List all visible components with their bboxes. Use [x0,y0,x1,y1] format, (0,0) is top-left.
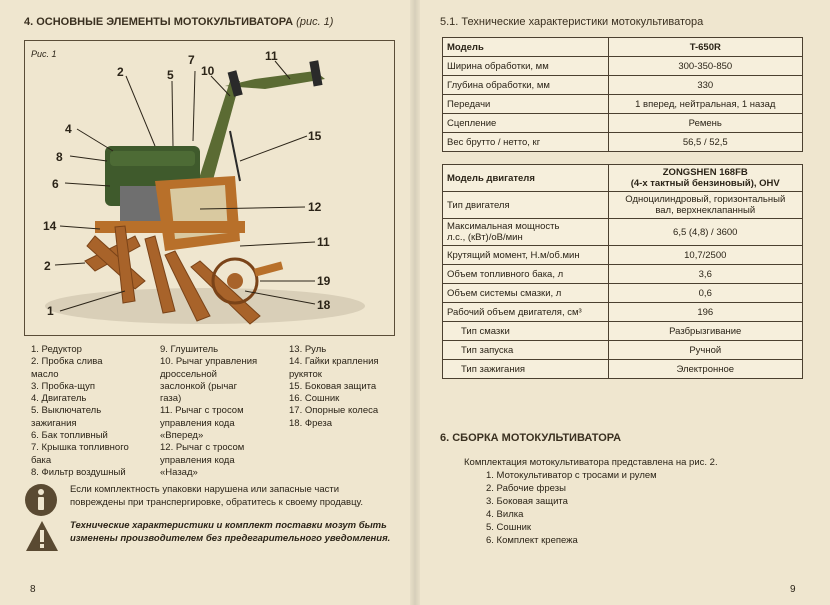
assembly-list [486,469,657,547]
figure-1 [24,40,395,336]
legend-item: 6. Бак топливный [31,430,108,442]
list-item: 6. Комплект крепежа [486,535,578,546]
callout-15: 15 [308,129,322,143]
legend-item: 5. Выключатель зажигания [31,405,102,429]
spec-value: 10,7/2500 [608,246,802,265]
spec-value: 1 вперед, нейтральная, 1 назад [608,95,802,114]
warning-notice-text: Технические характеристики и комплект поставки мозут быть изменены производителем без предегарительного уведомления. [70,520,391,544]
spec-label: Тип запуска [443,341,609,360]
figure-caption: Рис. 1 [31,49,57,59]
spec-label: Рабочий объем двигателя, см³ [443,303,609,322]
spec-table-cultivator [442,37,803,152]
legend-item: 8. Фильтр воздушный [31,466,126,478]
spec-value: ZONGSHEN 168FB (4-х тактный бензиновый), OHV [608,165,802,192]
spec-label: Сцепление [443,114,609,133]
table-row [443,322,803,341]
spec-value: T-650R [608,38,802,57]
warning-notice [24,519,396,561]
table-row [443,133,803,152]
callout-12: 12 [308,200,322,214]
spec-label: Тип смазки [443,322,609,341]
legend-item: 15. Боковая защита [289,380,377,392]
spec-label: Вес брутто / нетто, кг [443,133,609,152]
legend-item: 14. Гайки крапления рукяток [289,356,379,380]
callout-10: 10 [201,64,215,78]
section-title-elements: 4. ОСНОВНЫЕ ЭЛЕМЕНТЫ МОТОКУЛЬТИВАТОРА (рис. 1) [24,16,334,28]
legend-column-3 [289,344,399,430]
table-row [443,95,803,114]
callout-1: 1 [47,304,54,318]
spec-table-engine [442,164,803,379]
spec-label: Модель двигателя [443,165,609,192]
table-row [443,114,803,133]
legend-item: 7. Крышка топливного бака [31,442,129,466]
table-row [443,192,803,219]
table-row [443,165,803,192]
page-number-left: 8 [30,584,36,595]
legend-item: 2. Пробка слива масло [31,356,103,380]
callout-11-bottom: 11 [317,235,330,249]
spec-label: Тип зажигания [443,360,609,379]
spec-value: Ручной [608,341,802,360]
spec-label: Объем системы смазки, л [443,284,609,303]
spec-label: Тип двигателя [443,192,609,219]
callout-2-top: 2 [117,65,124,79]
callout-8: 8 [56,150,63,164]
legend-column-2 [160,344,286,479]
warning-icon [24,519,60,553]
spec-label: Объем топливного бака, л [443,265,609,284]
spec-value: Ремень [608,114,802,133]
legend-item: 12. Рычаг с тросом управления кода «Назад» [160,442,245,478]
list-item: 3. Боковая защита [486,496,568,507]
assembly-intro: Комплектация мотокультиватора представлена на рис. 2. [464,457,718,468]
info-icon [24,483,58,517]
right-page [415,0,830,605]
callout-6: 6 [52,177,59,191]
spec-value: 196 [608,303,802,322]
spec-label: Ширина обработки, мм [443,57,609,76]
callout-11-top: 11 [265,49,278,63]
spec-value: 300-350-850 [608,57,802,76]
table-row [443,360,803,379]
legend-item: 17. Опорные колеса [289,405,379,417]
legend-item: 1. Редуктор [31,344,82,355]
table-row [443,76,803,95]
table-row [443,303,803,322]
spec-label: Крутящий момент, Н.м/об.мин [443,246,609,265]
list-item: 2. Рабочие фрезы [486,483,566,494]
callout-19: 19 [317,274,331,288]
spec-label: Модель [443,38,609,57]
table-row [443,284,803,303]
spec-label: Глубина обработки, мм [443,76,609,95]
callout-14: 14 [43,219,57,233]
spec-value: Одноцилиндровый, горизонтальный вал, верхнеклапанный [608,192,802,219]
spec-label: Передачи [443,95,609,114]
callout-7: 7 [188,53,195,67]
spec-value: 56,5 / 52,5 [608,133,802,152]
table-row [443,265,803,284]
section-title-assembly: 6. СБОРКА МОТОКУЛЬТИВАТОРА [440,432,622,444]
spec-value: 3,6 [608,265,802,284]
spec-value: Разбрызгивание [608,322,802,341]
callout-18: 18 [317,298,331,312]
section-title-specs: 5.1. Технические характеристики мотокультиватора [440,16,704,28]
info-notice-text: Если комплектность упаковки нарушена или запасные части повреждены при транспергировке, обратитесь к своему продавцу. [70,484,363,508]
legend-column-1 [31,344,157,479]
spec-value: Электронное [608,360,802,379]
table-row [443,246,803,265]
callout-4: 4 [65,122,72,136]
spec-label: Максимальная мощность л.с., (кВт)/оВ/мин [443,219,609,246]
list-item: 5. Сошник [486,522,532,533]
spec-value: 6,5 (4,8) / 3600 [608,219,802,246]
info-notice [24,483,396,519]
table-row [443,38,803,57]
spec-value: 330 [608,76,802,95]
callout-2-bottom: 2 [44,259,51,273]
page-number-right: 9 [790,584,796,595]
legend-item: 13. Руль [289,344,327,355]
legend-item: 10. Рычаг управления дроссельной заслонкой (рычаг газа) [160,356,258,405]
legend-item: 3. Пробка-щуп [31,380,96,392]
table-row [443,219,803,246]
legend-item: 18. Фреза [289,417,333,429]
list-item: 4. Вилка [486,509,524,520]
table-row [443,341,803,360]
legend-item: 4. Двигатель [31,393,87,405]
list-item: 1. Мотокультиватор с тросами и рулем [486,470,657,481]
callout-5: 5 [167,68,174,82]
legend-item: 11. Рычаг с тросом управления кода «Вперед» [160,405,244,442]
table-row [443,57,803,76]
cultivator-illustration [25,41,394,335]
legend-item: 16. Сошник [289,393,340,405]
spec-value: 0,6 [608,284,802,303]
legend-item: 9. Глушитель [160,344,219,355]
